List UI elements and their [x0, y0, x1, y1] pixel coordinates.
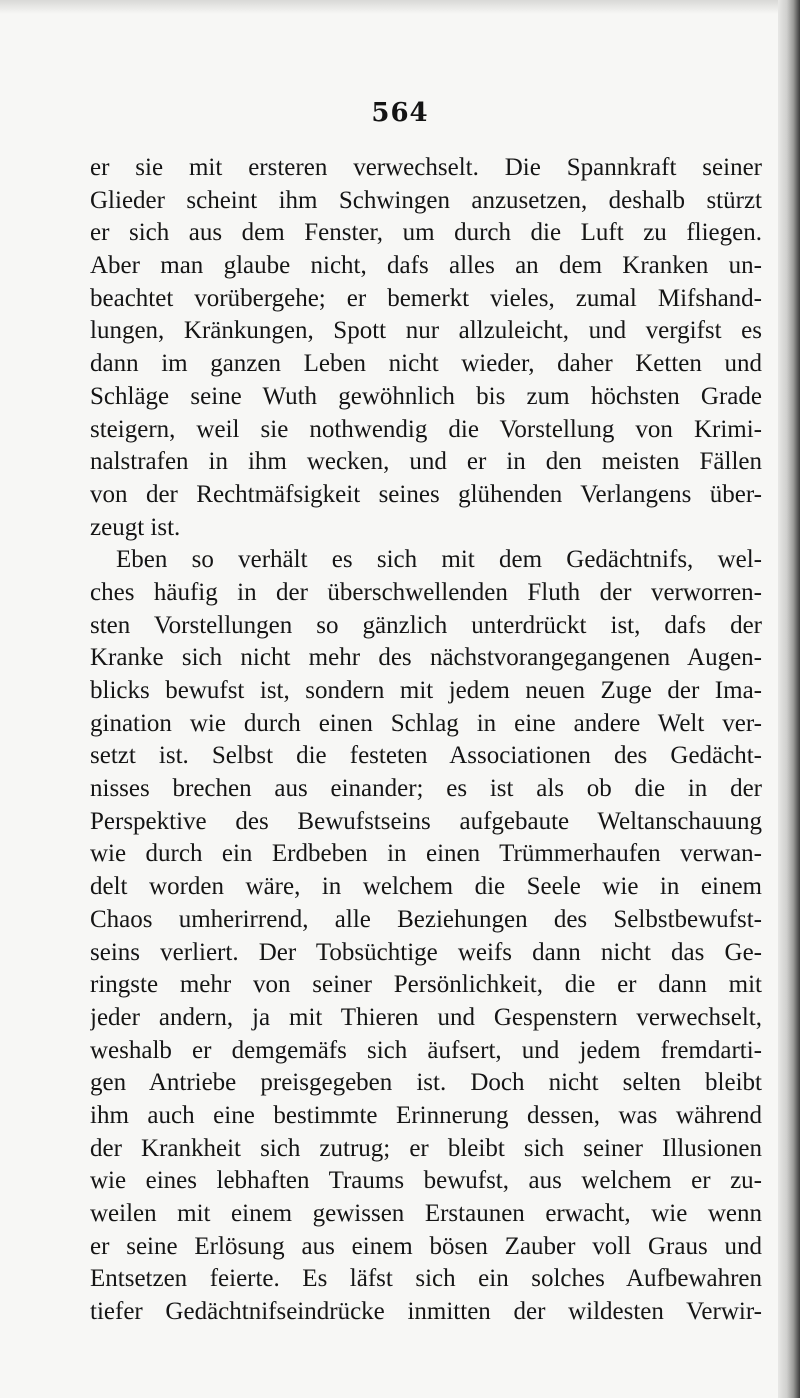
- text-line: Aber man glaube nicht, dafs alles an dem Kranken un-: [90, 252, 762, 280]
- text-line: steigern, weil sie nothwendig die Vorstellung von Krimi-: [90, 415, 762, 443]
- text-line: er seine Erlösung aus einem bösen Zauber voll Graus und: [90, 1232, 762, 1260]
- text-line: wie durch ein Erdbeben in einen Trümmerhaufen verwan-: [90, 840, 762, 868]
- text-line: sten Vorstellungen so gänzlich unterdrückt ist, dafs der: [90, 611, 762, 639]
- page-binding-edge: [778, 0, 800, 1398]
- text-line: nisses brechen aus einander; es ist als ob die in der: [90, 775, 762, 803]
- text-line: Chaos umherirrend, alle Beziehungen des Selbstbewufst-: [90, 905, 762, 933]
- text-line: nalstrafen in ihm wecken, und er in den meisten Fällen: [90, 448, 762, 476]
- text-line: gination wie durch einen Schlag in eine andere Welt ver-: [90, 709, 762, 737]
- text-line: ihm auch eine bestimmte Erinnerung dessen, was während: [90, 1101, 762, 1129]
- text-line: weshalb er demgemäfs sich äufsert, und jedem fremdarti-: [90, 1036, 762, 1064]
- text-line: setzt ist. Selbst die festeten Associationen des Gedächt-: [90, 742, 762, 770]
- text-line: tiefer Gedächtnifseindrücke inmitten der wildesten Verwir-: [90, 1298, 762, 1326]
- text-line: beachtet vorübergehe; er bemerkt vieles, zumal Mifshand-: [90, 284, 762, 312]
- text-line: er sich aus dem Fenster, um durch die Luft zu fliegen.: [90, 219, 762, 247]
- text-line: blicks bewufst ist, sondern mit jedem neuen Zuge der Ima-: [90, 677, 762, 704]
- text-line: ringste mehr von seiner Persönlichkeit, die er dann mit: [90, 971, 762, 999]
- text-line: der Krankheit sich zutrug; er bleibt sich seiner Illusionen: [90, 1134, 762, 1162]
- text-line: Perspektive des Bewufstseins aufgebaute Weltanschauung: [90, 807, 762, 835]
- text-line: zeugt ist.: [90, 513, 181, 541]
- text-line: lungen, Kränkungen, Spott nur allzuleicht, und vergifst es: [90, 317, 762, 345]
- text-line: seins verliert. Der Tobsüchtige weifs dann nicht das Ge-: [90, 938, 762, 966]
- text-line: Entsetzen feierte. Es läfst sich ein solches Aufbewahren: [90, 1265, 762, 1293]
- text-line: ches häufig in der überschwellenden Fluth der verworren-: [90, 578, 762, 606]
- text-line: jeder andern, ja mit Thieren und Gespenstern verwechselt,: [90, 1003, 762, 1031]
- text-line: er sie mit ersteren verwechselt. Die Spannkraft seiner: [90, 154, 762, 181]
- page-number: 564: [371, 98, 429, 128]
- text-line: Eben so verhält es sich mit dem Gedächtnifs, wel-: [116, 546, 762, 574]
- text-line: Schläge seine Wuth gewöhnlich bis zum höchsten Grade: [90, 382, 762, 410]
- text-line: Glieder scheint ihm Schwingen anzusetzen, deshalb stürzt: [90, 186, 762, 214]
- text-line: dann im ganzen Leben nicht wieder, daher Ketten und: [90, 350, 762, 378]
- text-line: gen Antriebe preisgegeben ist. Doch nicht selten bleibt: [90, 1069, 762, 1097]
- text-line: von der Rechtmäfsigkeit seines glühenden Verlangens über-: [90, 480, 762, 508]
- body-text: [90, 152, 762, 1329]
- text-line: delt worden wäre, in welchem die Seele wie in einem: [90, 873, 762, 901]
- text-line: Kranke sich nicht mehr des nächstvorangegangenen Augen-: [90, 644, 762, 672]
- text-line: weilen mit einem gewissen Erstaunen erwacht, wie wenn: [90, 1200, 762, 1227]
- page-top-shadow: [0, 0, 800, 14]
- text-line: wie eines lebhaften Traums bewufst, aus welchem er zu-: [90, 1167, 762, 1195]
